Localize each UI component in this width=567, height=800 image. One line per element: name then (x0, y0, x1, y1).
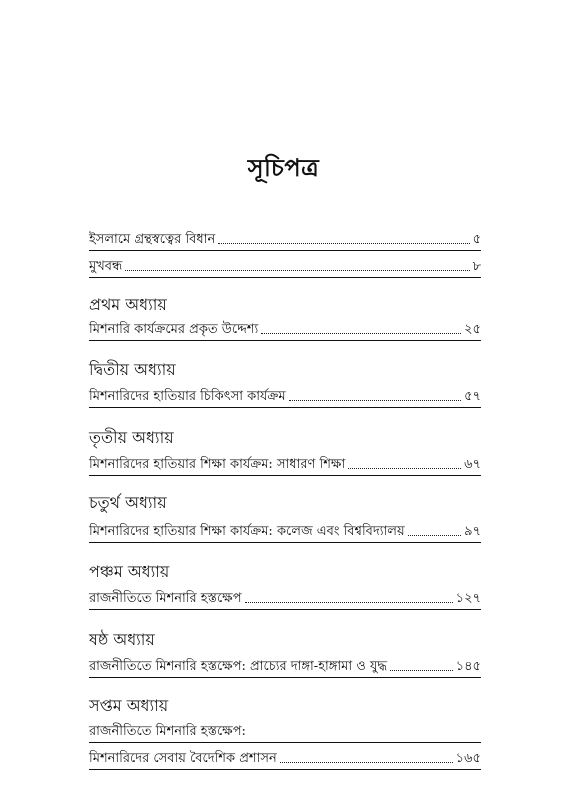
toc-entry-chapter-4 (89, 520, 481, 540)
toc-entry-title: রাজনীতিতে মিশনারি হস্তক্ষেপ (89, 591, 242, 606)
toc-entry-title: মিশনারিদের হাতিয়ার শিক্ষা কার্যক্রম: সাধারণ শিক্ষা (89, 457, 346, 472)
toc-entry-chapter-6 (89, 655, 481, 675)
dot-leader (261, 333, 461, 334)
toc-entry-page: ১২৭ (455, 591, 481, 606)
dot-leader (289, 400, 462, 401)
toc-entry-title: মিশনারিদের হাতিয়ার শিক্ষা কার্যক্রম: কলেজ এবং বিশ্ববিদ্যালয় (89, 524, 405, 539)
entry-underline (89, 407, 481, 408)
toc-entry-chapter-1 (89, 318, 481, 338)
toc-entry-page: ৫ (472, 232, 481, 247)
entry-underline (89, 677, 481, 678)
entry-underline (89, 277, 481, 278)
dot-leader (218, 243, 469, 244)
chapter-heading-1: প্রথম অধ্যায় (89, 295, 167, 314)
toc-entry-page: ৮ (472, 259, 481, 274)
entry-underline (89, 250, 481, 251)
toc-entry-chapter-2 (89, 385, 481, 405)
dot-leader (245, 602, 453, 603)
dot-leader (348, 468, 461, 469)
entry-underline (89, 742, 481, 743)
toc-entry-title: ইসলামে গ্রন্থস্বত্বের বিধান (89, 232, 216, 247)
toc-entry-title: মিশনারিদের হাতিয়ার চিকিৎসা কার্যক্রম (89, 389, 286, 404)
dot-leader (390, 670, 453, 671)
toc-entry-title: রাজনীতিতে মিশনারি হস্তক্ষেপ: প্রাচ্যের দাঙ্গা-হাঙ্গামা ও যুদ্ধ (89, 659, 388, 674)
toc-entry-page: ১৬৫ (455, 751, 481, 766)
toc-entry-title: মিশনারি কার্যক্রমের প্রকৃত উদ্দেশ্য (89, 322, 259, 337)
dot-leader (408, 535, 461, 536)
chapter-heading-5: পঞ্চম অধ্যায় (89, 562, 170, 581)
toc-entry-page: ২৫ (464, 322, 481, 337)
dot-leader (280, 762, 453, 763)
toc-entry-page: ৬৭ (464, 457, 481, 472)
toc-entry-title: রাজনীতিতে মিশনারি হস্তক্ষেপ: (89, 724, 246, 739)
toc-entry-page: ৯৭ (464, 524, 481, 539)
entry-underline (89, 609, 481, 610)
chapter-heading-4: চতুর্থ অধ্যায় (89, 493, 167, 512)
dot-leader (125, 270, 469, 271)
toc-entry-title: মুখবন্ধ (89, 259, 123, 274)
entry-underline (89, 542, 481, 543)
toc-entry-chapter-5 (89, 587, 481, 607)
chapter-heading-6: ষষ্ঠ অধ্যায় (89, 630, 155, 649)
toc-entry-chapter-7-line1 (89, 720, 481, 740)
toc-entry-front-1 (89, 228, 481, 248)
toc-entry-page: ৫৭ (464, 389, 481, 404)
chapter-heading-2: দ্বিতীয় অধ্যায় (89, 360, 176, 379)
chapter-heading-7: সপ্তম অধ্যায় (89, 696, 169, 715)
entry-underline (89, 769, 481, 770)
page-title: সূচিপত্র (247, 153, 320, 182)
toc-entry-chapter-7-line2 (89, 747, 481, 767)
chapter-heading-3: তৃতীয় অধ্যায় (89, 428, 174, 447)
entry-underline (89, 340, 481, 341)
toc-entry-page: ১৪৫ (455, 659, 481, 674)
toc-entry-front-2 (89, 255, 481, 275)
toc-entry-title: মিশনারিদের সেবায় বৈদেশিক প্রশাসন (89, 751, 277, 766)
toc-entry-chapter-3 (89, 453, 481, 473)
entry-underline (89, 475, 481, 476)
